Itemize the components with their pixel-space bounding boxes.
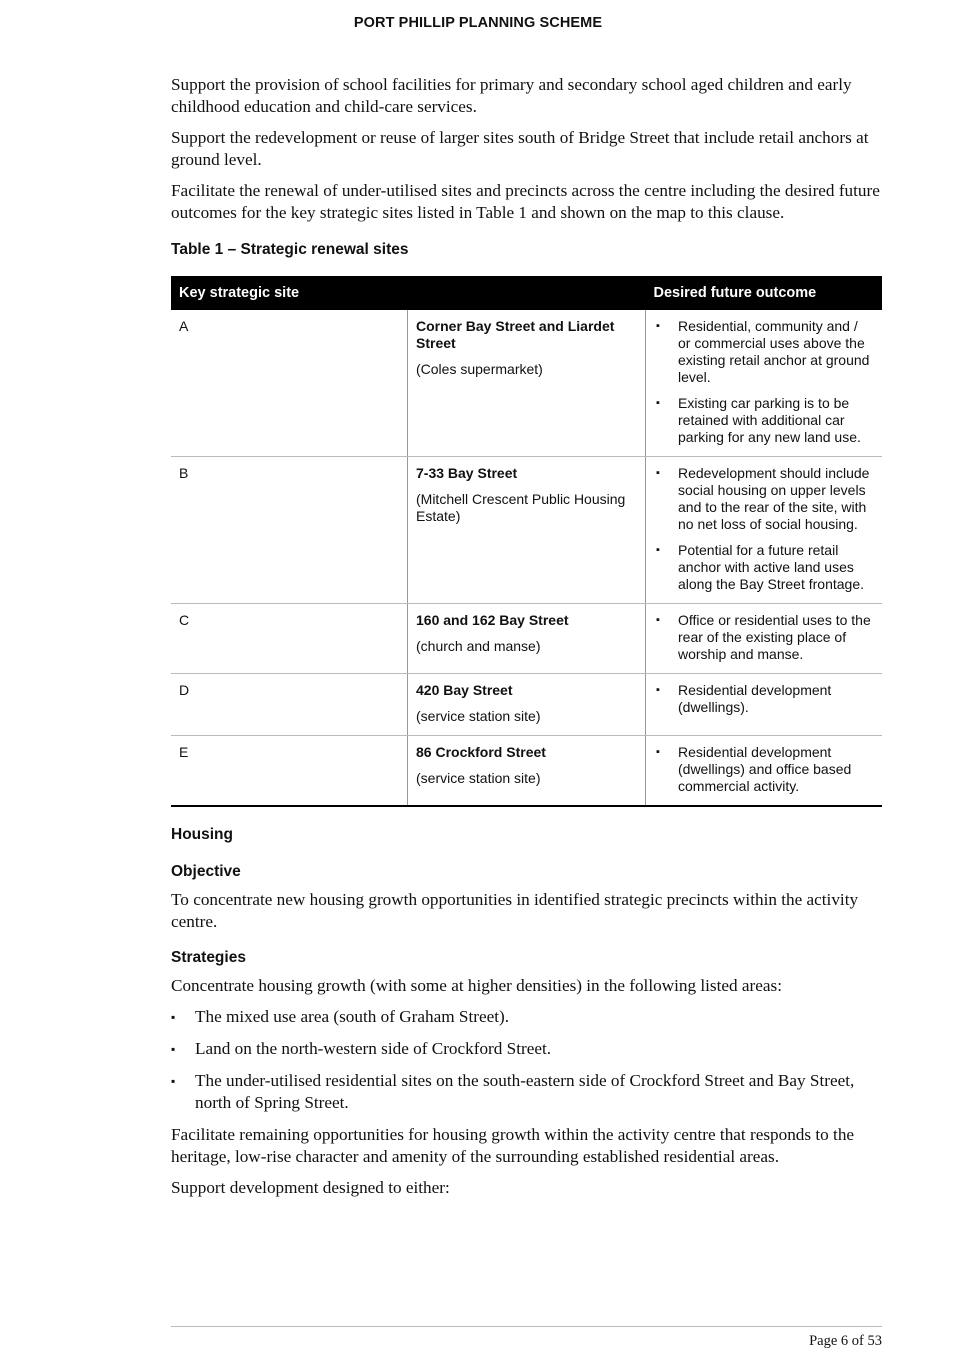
objective-heading: Objective <box>171 863 241 880</box>
bullet-icon: ▪ <box>171 1074 176 1088</box>
list-item: ▪ Land on the north-western side of Crockford Street. <box>171 1039 552 1058</box>
site-letter: B <box>171 457 408 604</box>
outcome-item <box>654 465 874 533</box>
table-row <box>171 604 882 674</box>
table-row <box>171 674 882 736</box>
intro-paragraph: Support the redevelopment or reuse of larger sites south of Bridge Street that include retail anchors at ground level. <box>171 128 869 169</box>
strategies-list <box>171 1006 882 1114</box>
site-name: Corner Bay Street and Liardet Street <box>416 318 615 351</box>
site-description: (Mitchell Crescent Public Housing Estate) <box>416 491 626 524</box>
strategic-sites-table <box>171 276 882 807</box>
page-number: Page 6 of 53 <box>809 1333 882 1349</box>
site-description: (service station site) <box>416 708 541 724</box>
outcome-item <box>654 682 874 716</box>
outcome-text: Redevelopment should include social housing on upper levels and to the rear of the site, with no net loss of social housing. <box>678 465 870 532</box>
strategies-intro: Concentrate housing growth (with some at higher densities) in the following listed areas: <box>171 976 782 995</box>
outcome-text: Existing car parking is to be retained with additional car parking for any new land use. <box>678 395 861 445</box>
table-row <box>171 310 882 457</box>
site-name: 160 and 162 Bay Street <box>416 612 569 628</box>
outcome-item <box>654 542 874 593</box>
table-caption: Table 1 – Strategic renewal sites <box>171 241 409 258</box>
table-header-row <box>171 276 882 310</box>
site-name: 7-33 Bay Street <box>416 465 518 481</box>
table-row <box>171 736 882 807</box>
outcome-item <box>654 612 874 663</box>
site-cell <box>408 736 646 807</box>
site-description: (church and manse) <box>416 638 541 654</box>
site-cell <box>408 604 646 674</box>
header-site: Key strategic site <box>171 276 646 310</box>
housing-paragraph: Support development designed to either: <box>171 1178 450 1197</box>
site-cell <box>408 674 646 736</box>
outcome-item <box>654 395 874 446</box>
site-name: 86 Crockford Street <box>416 744 546 760</box>
site-letter: E <box>171 736 408 807</box>
bullet-icon: ▪ <box>656 320 660 332</box>
strategies-heading: Strategies <box>171 949 246 966</box>
table-row <box>171 457 882 604</box>
outcome-cell <box>646 736 883 807</box>
footer-rule <box>171 1326 882 1327</box>
bullet-icon: ▪ <box>656 467 660 479</box>
bullet-icon: ▪ <box>171 1042 176 1056</box>
outcome-text: Residential development (dwellings). <box>678 682 832 715</box>
bullet-icon: ▪ <box>656 544 660 556</box>
site-description: (Coles supermarket) <box>416 361 543 377</box>
outcome-text: Residential, community and / or commercial uses above the existing retail anchor at ground level. <box>678 318 870 385</box>
outcome-cell <box>646 310 883 457</box>
outcome-cell <box>646 674 883 736</box>
outcome-text: Office or residential uses to the rear of the existing place of worship and manse. <box>678 612 871 662</box>
site-description: (service station site) <box>416 770 541 786</box>
housing-paragraph: Facilitate remaining opportunities for housing growth within the activity centre that responds to the heritage, low-rise character and amenity of the surrounding established residential areas. <box>171 1125 855 1166</box>
page-content <box>171 74 882 1208</box>
site-letter: A <box>171 310 408 457</box>
housing-heading: Housing <box>171 826 233 843</box>
outcome-text: Residential development (dwellings) and office based commercial activity. <box>678 744 852 794</box>
site-cell <box>408 310 646 457</box>
site-letter: C <box>171 604 408 674</box>
site-name: 420 Bay Street <box>416 682 513 698</box>
bullet-icon: ▪ <box>171 1010 176 1024</box>
intro-paragraph: Facilitate the renewal of under-utilised sites and precincts across the centre including the desired future outcomes for the key strategic sites listed in Table 1 and shown on the map to this clause. <box>171 181 880 222</box>
bullet-icon: ▪ <box>656 397 660 409</box>
site-letter: D <box>171 674 408 736</box>
objective-text: To concentrate new housing growth opportunities in identified strategic precincts within the activity centre. <box>171 890 859 931</box>
outcome-item <box>654 744 874 795</box>
outcome-item <box>654 318 874 386</box>
bullet-icon: ▪ <box>656 684 660 696</box>
header-outcome: Desired future outcome <box>646 276 883 310</box>
bullet-icon: ▪ <box>656 614 660 626</box>
list-item: ▪ The mixed use area (south of Graham Street). <box>171 1007 510 1026</box>
list-item: ▪ The under-utilised residential sites on the south-eastern side of Crockford Street and Bay Street, north of Spring Street. <box>171 1071 855 1112</box>
page-header: PORT PHILLIP PLANNING SCHEME <box>353 15 603 31</box>
outcome-cell <box>646 457 883 604</box>
intro-paragraph: Support the provision of school facilities for primary and secondary school aged children and early childhood education and child-care services. <box>171 75 852 116</box>
outcome-cell <box>646 604 883 674</box>
outcome-text: Potential for a future retail anchor with active land uses along the Bay Street frontage. <box>678 542 865 592</box>
bullet-icon: ▪ <box>656 746 660 758</box>
site-cell <box>408 457 646 604</box>
